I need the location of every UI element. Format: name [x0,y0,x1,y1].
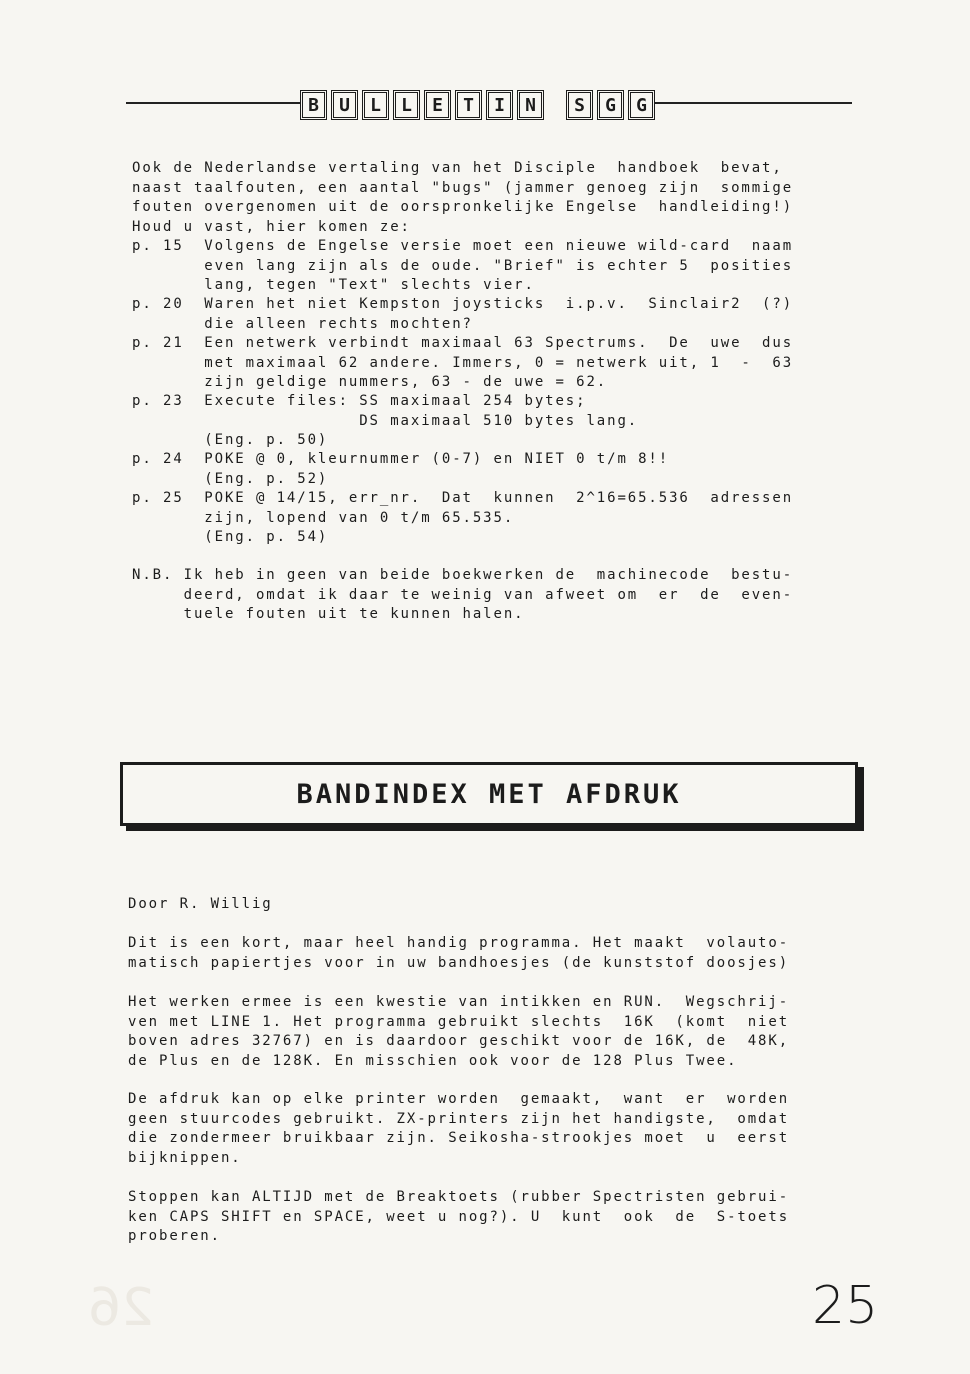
logo-letter: I [486,90,513,120]
errata-p15: p. 15 Volgens de Engelse versie moet een nieuwe wild-card naam even lang zijn als de oude. "Brief" is echter 5 posities lang, tegen "Text" slechts vier. [132,238,794,293]
logo-letter: T [455,90,482,120]
errata-p20: p. 20 Waren het niet Kempston joysticks i.p.v. Sinclair2 (?) die alleen rechts mochten? [132,296,794,332]
errata-p25: p. 25 POKE @ 14/15, err_nr. Dat kunnen 2^16=65.536 adressen zijn, lopend van 0 t/m 65.535. (Eng. p. 54) [132,490,794,545]
author-line: Door R. Willig [128,896,273,912]
logo-letter: B [300,90,327,120]
article-paragraph: De afdruk kan op elke printer worden gemaakt, want er worden geen stuurcodes gebruikt. ZX-printers zijn het handigste, omdat die zondermeer bruikbaar zijn. Seikosha-strookjes moet u eerst bijknippen. [128,1091,790,1166]
header-rule-left [126,102,302,104]
article-paragraph: Stoppen kan ALTIJD met de Breaktoets (rubber Spectristen gebrui- ken CAPS SHIFT en SPACE, weet u nog?). U kunt ook de S-toets proberen. [128,1189,790,1244]
logo-letter: U [331,90,358,120]
logo-letter: G [628,90,655,120]
logo-letter: S [566,90,593,120]
logo-letter: G [597,90,624,120]
page-number: 25 [812,1276,879,1336]
logo-letter: E [424,90,451,120]
intro-paragraph: Ook de Nederlandse vertaling van het Disciple handboek bevat, naast taalfouten, een aantal "bugs" (jammer genoeg zijn sommige fouten overgenomen uit de oorspronkelijke Engelse handleiding!) Houd u vast, hier komen ze: [132,160,794,235]
errata-p23: p. 23 Execute files: SS maximaal 254 bytes; DS maximaal 510 bytes lang. (Eng. p. 50) [132,393,639,448]
header-rule-right [652,102,852,104]
bulletin-logo [300,88,655,122]
section-title: BANDINDEX MET AFDRUK [296,778,682,810]
article-paragraph: Het werken ermee is een kwestie van intikken en RUN. Wegschrij- ven met LINE 1. Het programma gebruikt slechts 16K (komt niet boven adres 32767) en is daardoor geschikt voor de 16K, de 48K, de Plus en de 128K. En misschien ook voor de 128 Plus Twee. [128,994,790,1069]
article-paragraph: Dit is een kort, maar heel handig programma. Het maakt volauto- matisch papiertjes voor in uw bandhoesjes (de kunststof doosjes) [128,935,790,971]
nb-note: N.B. Ik heb in geen van beide boekwerken de machinecode bestu- deerd, omdat ik daar te weinig van afweet om er de even- tuele fouten uit te kunnen halen. [132,567,794,622]
section-title-box [120,762,858,826]
bleed-through-page-number: 26 [88,1278,155,1338]
logo-letter: N [517,90,544,120]
errata-p24: p. 24 POKE @ 0, kleurnummer (0-7) en NIET 0 t/m 8!! (Eng. p. 52) [132,451,670,487]
logo-letter: L [393,90,420,120]
errata-p21: p. 21 Een netwerk verbindt maximaal 63 Spectrums. De uwe dus met maximaal 62 andere. Immers, 0 = netwerk uit, 1 - 63 zijn geldige nummers, 63 - de uwe = 62. [132,335,794,390]
logo-letter: L [362,90,389,120]
